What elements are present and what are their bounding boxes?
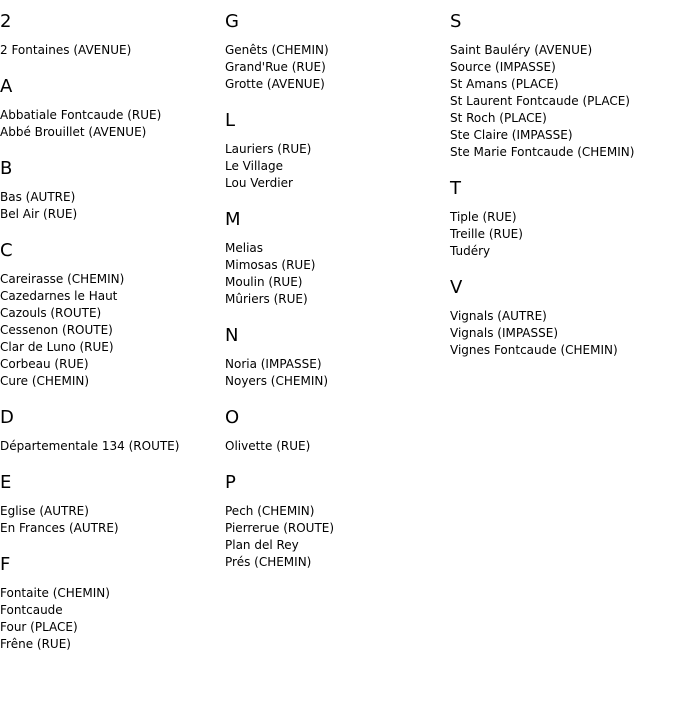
street-item: Melias (225, 241, 264, 255)
letter-group-v (450, 277, 675, 359)
street-item: Départementale 134 (ROUTE) (0, 439, 180, 453)
letter-heading: L (225, 110, 236, 131)
letter-heading: B (0, 158, 13, 179)
street-item: St Laurent Fontcaude (PLACE) (450, 94, 630, 108)
letter-heading: M (225, 209, 241, 230)
street-item: Moulin (RUE) (225, 275, 303, 289)
street-item: Treille (RUE) (450, 227, 523, 241)
letter-heading: S (450, 11, 462, 32)
street-item: Grand'Rue (RUE) (225, 60, 326, 74)
letter-heading: C (0, 240, 13, 261)
letter-group-g (225, 11, 450, 93)
street-item: 2 Fontaines (AVENUE) (0, 43, 132, 57)
street-item: Noria (IMPASSE) (225, 357, 322, 371)
street-item: En Frances (AUTRE) (0, 521, 119, 535)
letter-group-n (225, 325, 450, 390)
street-item: Pech (CHEMIN) (225, 504, 315, 518)
letter-group-c (0, 240, 225, 390)
letter-heading: F (0, 554, 11, 575)
street-index-column-1 (0, 0, 225, 670)
street-list (0, 585, 225, 653)
street-item: Vignals (AUTRE) (450, 309, 547, 323)
street-item: Bas (AUTRE) (0, 190, 76, 204)
street-item: Careirasse (CHEMIN) (0, 272, 125, 286)
letter-group-o (225, 407, 450, 455)
letter-group-a (0, 76, 225, 141)
letter-group-b (0, 158, 225, 223)
street-item: Source (IMPASSE) (450, 60, 556, 74)
street-list (225, 503, 450, 571)
street-item: Genêts (CHEMIN) (225, 43, 329, 57)
street-item: Eglise (AUTRE) (0, 504, 89, 518)
street-item: Mûriers (RUE) (225, 292, 308, 306)
street-item: Pierrerue (ROUTE) (225, 521, 335, 535)
street-item: Bel Air (RUE) (0, 207, 78, 221)
letter-heading: D (0, 407, 14, 428)
street-list (0, 189, 225, 223)
letter-heading: E (0, 472, 12, 493)
street-item: Abbé Brouillet (AVENUE) (0, 125, 147, 139)
street-item: Olivette (RUE) (225, 439, 311, 453)
street-list (0, 42, 225, 59)
street-item: Clar de Luno (RUE) (0, 340, 114, 354)
street-list (225, 240, 450, 308)
street-list (0, 107, 225, 141)
street-item: Abbatiale Fontcaude (RUE) (0, 108, 162, 122)
street-item: Plan del Rey (225, 538, 299, 552)
street-item: Mimosas (RUE) (225, 258, 316, 272)
street-item: Noyers (CHEMIN) (225, 374, 329, 388)
letter-heading: V (450, 277, 463, 298)
street-index-column-2 (225, 0, 450, 588)
street-list (0, 438, 225, 455)
street-item: Prés (CHEMIN) (225, 555, 312, 569)
letter-group-e (0, 472, 225, 537)
letter-group-d (0, 407, 225, 455)
street-list (450, 42, 675, 161)
street-item: Ste Marie Fontcaude (CHEMIN) (450, 145, 635, 159)
street-list (225, 42, 450, 93)
letter-heading: A (0, 76, 13, 97)
street-item: Lauriers (RUE) (225, 142, 312, 156)
letter-heading: P (225, 472, 236, 493)
street-item: Ste Claire (IMPASSE) (450, 128, 573, 142)
street-list (0, 271, 225, 390)
street-item: St Roch (PLACE) (450, 111, 547, 125)
street-item: Cessenon (ROUTE) (0, 323, 113, 337)
street-list (450, 308, 675, 359)
letter-group-2 (0, 11, 225, 59)
letter-group-s (450, 11, 675, 161)
letter-group-f (0, 554, 225, 653)
street-item: Fontaite (CHEMIN) (0, 586, 110, 600)
street-item: Grotte (AVENUE) (225, 77, 325, 91)
street-item: Tiple (RUE) (450, 210, 517, 224)
letter-group-m (225, 209, 450, 308)
letter-heading: N (225, 325, 239, 346)
letter-heading: 2 (0, 11, 12, 32)
street-item: Vignals (IMPASSE) (450, 326, 559, 340)
street-item: Tudéry (450, 244, 491, 258)
letter-heading: T (450, 178, 461, 199)
street-item: Fontcaude (0, 603, 63, 617)
street-item: Cure (CHEMIN) (0, 374, 90, 388)
street-item: Cazouls (ROUTE) (0, 306, 102, 320)
street-item: Vignes Fontcaude (CHEMIN) (450, 343, 618, 357)
street-list (225, 438, 450, 455)
street-item: Four (PLACE) (0, 620, 78, 634)
letter-group-l (225, 110, 450, 192)
street-item: Cazedarnes le Haut (0, 289, 118, 303)
street-item: Saint Bauléry (AVENUE) (450, 43, 593, 57)
street-item: Frêne (RUE) (0, 637, 71, 651)
letter-heading: O (225, 407, 240, 428)
letter-group-p (225, 472, 450, 571)
street-item: Le Village (225, 159, 283, 173)
street-index-column-3 (450, 0, 675, 376)
street-list (450, 209, 675, 260)
letter-group-t (450, 178, 675, 260)
street-item: St Amans (PLACE) (450, 77, 559, 91)
street-list (225, 356, 450, 390)
letter-heading: G (225, 11, 239, 32)
street-list (0, 503, 225, 537)
street-item: Corbeau (RUE) (0, 357, 89, 371)
street-item: Lou Verdier (225, 176, 293, 190)
street-list (225, 141, 450, 192)
